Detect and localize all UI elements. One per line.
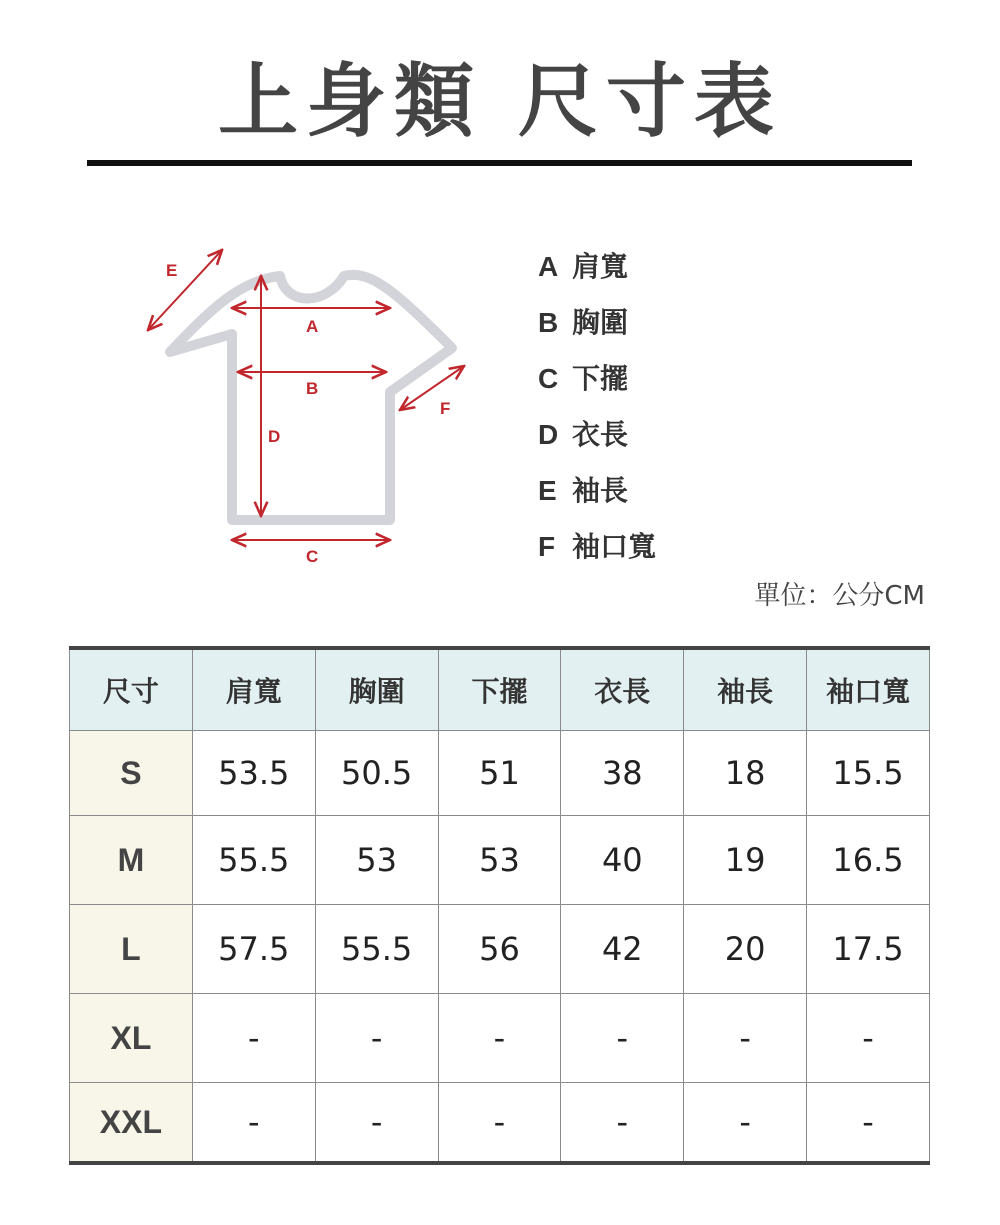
header-length: 衣長: [561, 648, 684, 731]
measurement-legend: [538, 245, 838, 581]
table-row: [70, 905, 930, 994]
legend-item-d: [538, 413, 838, 469]
size-cell: S: [70, 731, 193, 816]
value-cell: 20: [684, 905, 807, 994]
tshirt-measurement-diagram: [130, 230, 480, 580]
value-cell: -: [438, 994, 561, 1083]
value-cell: -: [561, 994, 684, 1083]
legend-name: 衣長: [572, 418, 629, 451]
value-cell: 19: [684, 816, 807, 905]
value-cell: 55.5: [192, 816, 315, 905]
size-cell: XXL: [70, 1083, 193, 1164]
legend-name: 下擺: [572, 362, 629, 395]
table-header-row: [70, 648, 930, 731]
size-cell: M: [70, 816, 193, 905]
legend-item-b: [538, 301, 838, 357]
legend-name: 胸圍: [572, 306, 629, 339]
value-cell: 18: [684, 731, 807, 816]
table-row: [70, 731, 930, 816]
value-cell: 56: [438, 905, 561, 994]
legend-name: 肩寬: [572, 250, 629, 283]
value-cell: 57.5: [192, 905, 315, 994]
diagram-label-a: A: [306, 317, 319, 336]
diagram-label-f: F: [440, 399, 451, 418]
value-cell: 55.5: [315, 905, 438, 994]
title-divider: [87, 160, 912, 166]
header-cuff: 袖口寬: [807, 648, 930, 731]
header-shoulder: 肩寬: [192, 648, 315, 731]
legend-letter: D: [538, 419, 559, 450]
page-title: 上身類 尺寸表: [218, 55, 782, 148]
value-cell: 42: [561, 905, 684, 994]
size-table-container: [69, 646, 930, 1165]
legend-item-c: [538, 357, 838, 413]
value-cell: 53.5: [192, 731, 315, 816]
value-cell: -: [192, 1083, 315, 1164]
size-cell: L: [70, 905, 193, 994]
legend-name: 袖口寬: [572, 530, 657, 563]
value-cell: -: [561, 1083, 684, 1164]
value-cell: 50.5: [315, 731, 438, 816]
legend-letter: C: [538, 363, 559, 394]
table-row: [70, 816, 930, 905]
legend-letter: F: [538, 531, 556, 562]
diagram-label-d: D: [268, 427, 281, 446]
value-cell: 16.5: [807, 816, 930, 905]
unit-note: 單位：公分CM: [754, 581, 925, 611]
legend-letter: A: [538, 251, 559, 282]
value-cell: 53: [438, 816, 561, 905]
value-cell: -: [807, 1083, 930, 1164]
value-cell: -: [315, 1083, 438, 1164]
legend-name: 袖長: [572, 474, 629, 507]
size-cell: XL: [70, 994, 193, 1083]
header-sleeve: 袖長: [684, 648, 807, 731]
value-cell: -: [192, 994, 315, 1083]
value-cell: 15.5: [807, 731, 930, 816]
header-hem: 下擺: [438, 648, 561, 731]
table-row: [70, 1083, 930, 1164]
value-cell: 38: [561, 731, 684, 816]
value-cell: -: [315, 994, 438, 1083]
legend-letter: B: [538, 307, 559, 338]
legend-item-a: [538, 245, 838, 301]
header-chest: 胸圍: [315, 648, 438, 731]
legend-item-f: [538, 525, 838, 581]
legend-item-e: [538, 469, 838, 525]
header-size: 尺寸: [70, 648, 193, 731]
legend-letter: E: [538, 475, 557, 506]
diagram-label-b: B: [306, 379, 319, 398]
value-cell: 40: [561, 816, 684, 905]
table-row: [70, 994, 930, 1083]
diagram-label-c: C: [306, 547, 319, 566]
value-cell: -: [807, 994, 930, 1083]
size-table: [69, 646, 930, 1165]
value-cell: 51: [438, 731, 561, 816]
value-cell: -: [438, 1083, 561, 1164]
value-cell: 17.5: [807, 905, 930, 994]
diagram-label-e: E: [166, 261, 178, 280]
value-cell: 53: [315, 816, 438, 905]
value-cell: -: [684, 1083, 807, 1164]
value-cell: -: [684, 994, 807, 1083]
